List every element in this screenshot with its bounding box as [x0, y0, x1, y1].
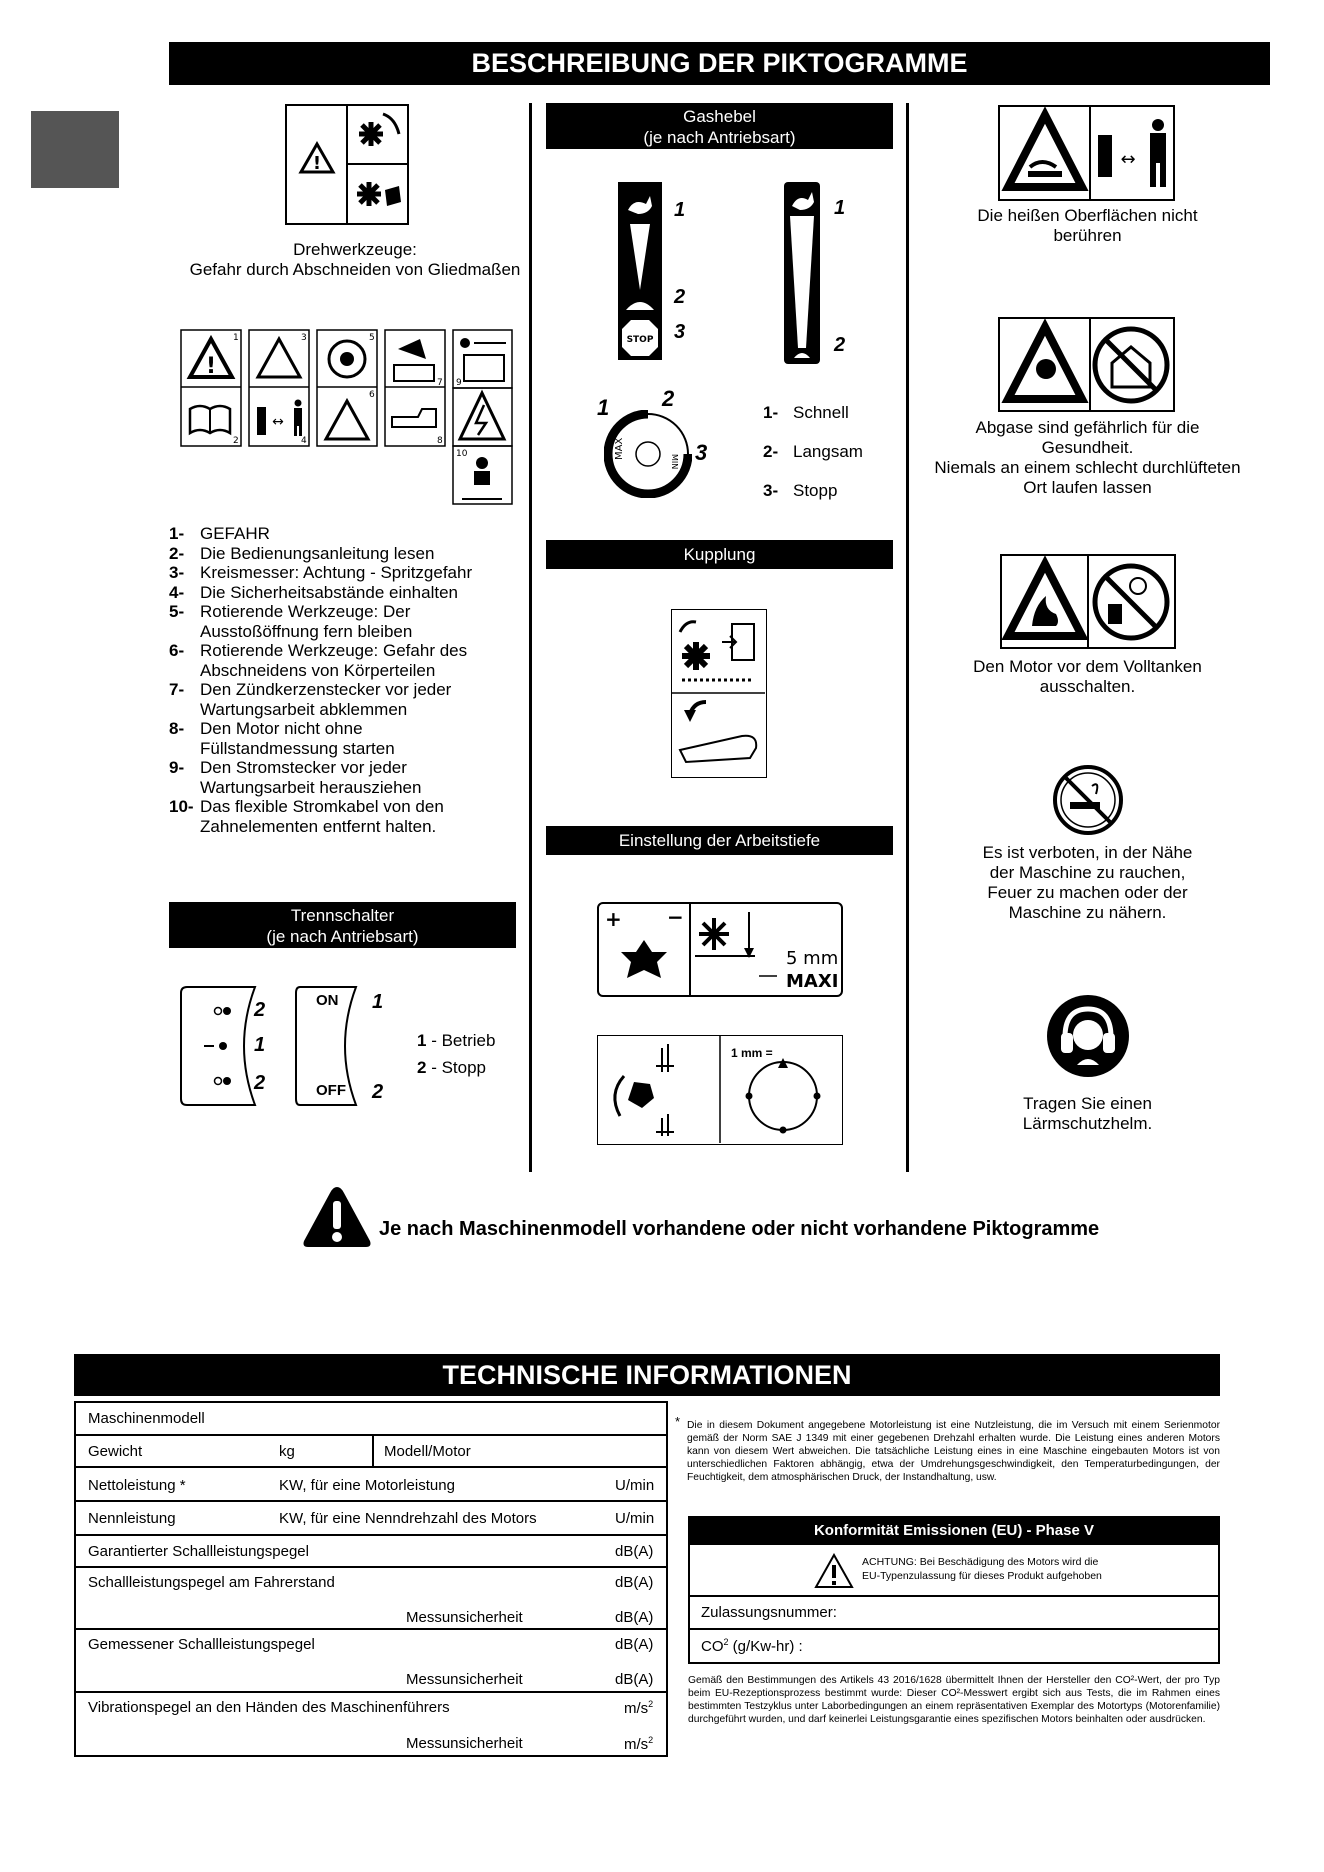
spec-model-engine: Modell/Motor — [384, 1443, 471, 1460]
spec-guaranteed-sound: Garantierter Schallleistungspegel — [88, 1543, 309, 1560]
spec-operator-sound: Schallleistungspegel am Fahrerstand — [88, 1574, 335, 1591]
grid-num-6: 6 — [369, 390, 375, 400]
safety-pictogram-grid — [180, 329, 513, 506]
spec-measured-sound: Gemessener Schallleistungspegel — [88, 1636, 315, 1653]
emissions-title: Konformität Emissionen (EU) - Phase V — [688, 1516, 1220, 1545]
spec-dba: dB(A) — [615, 1543, 654, 1560]
list-item: 6- Rotierende Werkzeuge: Gefahr des Abschneidens von Körperteilen — [169, 641, 468, 680]
spec-uncertainty: Messunsicherheit — [406, 1671, 523, 1688]
svg-text:−: − — [667, 905, 684, 929]
svg-text:+: + — [605, 907, 622, 931]
switch-num: 2 — [372, 1081, 384, 1103]
throttle-title-bar: Gashebel (je nach Antriebsart) — [546, 103, 893, 149]
spec-net-power: Nettoleistung * — [88, 1477, 186, 1494]
warning-triangle-icon — [814, 1553, 854, 1589]
spec-dba: dB(A) — [615, 1671, 654, 1688]
clutch-title-bar: Kupplung — [546, 540, 893, 569]
spec-weight: Gewicht — [88, 1443, 143, 1460]
dial-min: MIN — [670, 454, 679, 470]
throttle-num: 1 — [674, 199, 686, 221]
spec-model: Maschinenmodell — [88, 1410, 205, 1427]
spec-net-power-unit: KW, für eine Motorleistung — [279, 1477, 455, 1494]
spec-net-power-rpm: U/min — [615, 1477, 655, 1494]
hot-surface-pictogram — [998, 105, 1175, 201]
depth-pictogram-1 — [597, 902, 843, 997]
hot-surface-caption: Die heißen Oberflächen nicht berühren — [977, 206, 1198, 245]
depth-maxi: MAXI — [786, 971, 839, 992]
depth-5mm: 5 mm — [786, 948, 839, 969]
throttle-pictogram-2 — [784, 182, 820, 364]
co2-label: $CO^2$ (g/Kw-hr) : — [701, 1637, 803, 1655]
throttle-dial — [604, 410, 692, 498]
throttle-num: 2 — [674, 286, 686, 308]
spec-rated-power-rpm: U/min — [615, 1510, 655, 1527]
emissions-box — [688, 1545, 1220, 1664]
speed-legend: 1- Schnell 2- Langsam 3- Stopp — [763, 403, 863, 500]
grid-num-2: 2 — [233, 436, 239, 446]
exhaust-caption: Abgase sind gefährlich für die Gesundheit. Niemals an einem schlecht durchlüfteten Ort laufen lassen — [934, 418, 1241, 497]
spec-ms2: $m/s^2$ — [624, 1699, 654, 1717]
list-item: 1- GEFAHR — [169, 524, 270, 543]
list-item: 9- Den Stromstecker vor jeder Wartungsarbeit herausziehen — [169, 758, 422, 797]
grid-num-7: 7 — [437, 378, 443, 388]
list-item: 2- Die Bedienungsanleitung lesen — [169, 543, 435, 563]
switch-off-label: OFF — [316, 1082, 346, 1099]
spec-rated-power: Nennleistung — [88, 1510, 176, 1527]
list-item: 7- Den Zündkerzenstecker vor jeder Wartungsarbeit abklemmen — [169, 680, 452, 719]
list-item: 5- Rotierende Werkzeuge: Der Ausstoßöffnung fern bleiben — [169, 602, 413, 641]
throttle-num: 2 — [834, 334, 846, 356]
dial-num: 1 — [597, 395, 610, 420]
no-smoking-caption: Es ist verboten, in der Nähe der Maschine zu rauchen, Feuer zu machen oder der Maschine zu nähern. — [982, 843, 1193, 922]
spec-dba: dB(A) — [615, 1609, 654, 1626]
list-item: 4- Die Sicherheitsabstände einhalten — [169, 582, 459, 602]
emissions-warning: ACHTUNG: Bei Beschädigung des Motors wird die EU-Typenzulassung für dieses Produkt aufgehoben — [862, 1556, 1102, 1582]
list-item: 10- Das flexible Stromkabel von den Zahnelementen entfernt halten. — [169, 797, 444, 836]
grid-num-8: 8 — [437, 436, 443, 446]
switch-num: 1 — [254, 1034, 266, 1056]
grid-num-9: 9 — [456, 378, 462, 388]
side-tab — [31, 111, 119, 188]
approval-number-label: Zulassungsnummer: — [701, 1604, 837, 1621]
clutch-pictogram — [671, 609, 767, 778]
stop-label: STOP — [626, 335, 654, 345]
grid-num-5: 5 — [369, 333, 375, 343]
list-item: 8- Den Motor nicht ohne Füllstandmessung starten — [169, 719, 395, 758]
spec-rated-power-unit: KW, für eine Nenndrehzahl des Motors — [279, 1510, 537, 1527]
refuel-pictogram — [1000, 554, 1176, 649]
no-smoking-icon — [1052, 764, 1124, 836]
dial-num: 2 — [662, 386, 675, 411]
spec-ms2: $m/s^2$ — [624, 1735, 654, 1753]
spec-dba: dB(A) — [615, 1636, 654, 1653]
grid-num-10: 10 — [456, 449, 468, 459]
rotating-tools-caption: Drehwerkzeuge: Gefahr durch Abschneiden von Gliedmaßen — [189, 240, 521, 279]
rotating-tools-pictogram — [285, 104, 409, 225]
ear-protection-caption: Tragen Sie einen Lärmschutzhelm. — [1022, 1094, 1153, 1133]
throttle-num: 3 — [674, 321, 686, 343]
switch-num: 2 — [254, 999, 266, 1021]
pictogram-legend-list — [169, 524, 524, 836]
power-footnote: Die in diesem Dokument angegebene Motorleistung ist eine Nutzleistung, die im Versuch mit einem Serienmotor gemäß der Norm SAE J 1349 mit einer gegebenen Drehzahl erhalten wurde. Die Leistung eines anderen Motors kann von diesem Wert abweichen. Die tatsächliche Leistung eines in eine Maschine eingebauten Motors ist von unterschiedlichen Faktoren abhängig, etwa der Umdrehungsgeschwindigkeit, den Temperaturbedingungen, der Feuchtigkeit, dem atmosphärischen Druck, der Instandhaltung, usw. — [687, 1420, 1220, 1483]
switch-num: 1 — [372, 991, 384, 1013]
model-dependent-note: Je nach Maschinenmodell vorhandene oder nicht vorhandene Piktogramme — [379, 1218, 1100, 1240]
refuel-caption: Den Motor vor dem Volltanken ausschalten. — [973, 657, 1202, 696]
co2-text: Gemäß den Bestimmungen des Artikels 43 2016/1628 übermittelt Ihnen der Hersteller den CO²-Wert, der pro Typ beim EU-Rezeptionsprozess bestimmt wurde: Dieser CO²-Messwert ergibt sich aus Tests, die im Rahmen eines bestimmten Testzyklus unter Laborbedingungen an einem repräsentativen Exemplar des Motortyps (Motorenfamilie) durchgeführt wurden, und darf keinerlei Leistungsgarantie eines spezifischen Motors beinhalten oder ausdrücken. — [688, 1675, 1220, 1725]
depth-pictogram-2 — [597, 1035, 843, 1145]
switch-on-label: ON — [316, 992, 339, 1009]
grid-num-1: 1 — [233, 333, 239, 343]
technical-spec-table — [74, 1401, 668, 1757]
warning-triangle-icon — [302, 1185, 372, 1249]
footnote-star: * — [675, 1414, 681, 1429]
svg-text:↔: ↔ — [272, 414, 284, 430]
spec-dba: dB(A) — [615, 1574, 654, 1591]
svg-text:!: ! — [205, 354, 217, 379]
svg-text:!: ! — [312, 153, 322, 174]
grid-num-4: 4 — [301, 436, 307, 446]
spec-uncertainty: Messunsicherheit — [406, 1735, 523, 1752]
spec-vibration: Vibrationspegel an den Händen des Maschinenführers — [88, 1699, 450, 1716]
technical-title: TECHNISCHE INFORMATIONEN — [74, 1354, 1220, 1396]
switch-legend: 1 - Betrieb 2 - Stopp — [417, 1031, 496, 1077]
exhaust-pictogram — [998, 317, 1175, 412]
switch-title-bar: Trennschalter (je nach Antriebsart) — [169, 902, 516, 948]
pictograms-title: BESCHREIBUNG DER PIKTOGRAMME — [169, 42, 1270, 85]
dial-max: MAX — [614, 437, 625, 460]
dial-num: 3 — [695, 440, 708, 465]
spec-uncertainty: Messunsicherheit — [406, 1609, 523, 1626]
svg-text:↔: ↔ — [1120, 149, 1136, 170]
depth-title-bar: Einstellung der Arbeitstiefe — [546, 826, 893, 855]
column-divider-right — [906, 103, 909, 1172]
spec-weight-unit: kg — [279, 1443, 295, 1460]
switch-num: 2 — [254, 1072, 266, 1094]
depth-1mm: 1 mm = — [731, 1046, 773, 1060]
ear-protection-icon — [1047, 995, 1129, 1077]
throttle-num: 1 — [834, 197, 846, 219]
list-item: 3- Kreismesser: Achtung - Spritzgefahr — [169, 563, 473, 582]
grid-num-3: 3 — [301, 333, 307, 343]
throttle-pictogram-1 — [618, 182, 662, 360]
